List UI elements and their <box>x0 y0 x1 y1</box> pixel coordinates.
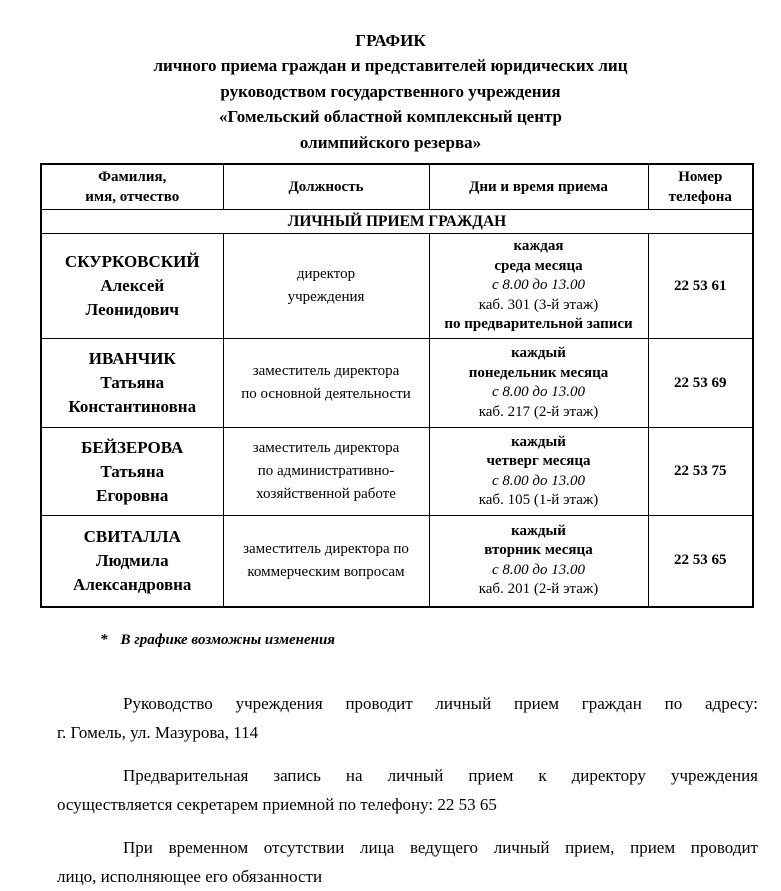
paragraph-line: осуществляется секретарем приемной по телефону: 22 53 65 <box>57 794 497 814</box>
section-header-row <box>41 210 753 234</box>
name-line: СВИТАЛЛА <box>83 526 181 546</box>
paragraph-line: Предварительная запись на личный прием к директору учреждения <box>123 765 758 785</box>
table-row <box>41 234 753 339</box>
schedule-room: каб. 201 (2-й этаж) <box>478 581 599 598</box>
table-header-row <box>41 164 753 210</box>
position-line: директор <box>296 266 356 283</box>
phone-cell: 22 53 61 <box>648 234 753 339</box>
col-header-line: имя, отчество <box>85 189 180 206</box>
schedule-room: каб. 217 (2-й этаж) <box>478 403 599 420</box>
name-cell <box>41 516 223 607</box>
position-line: заместитель директора <box>252 440 400 457</box>
name-cell <box>41 339 223 428</box>
position-line: по основной деятельности <box>241 386 411 403</box>
name-line: Алексей <box>100 276 165 296</box>
title-line: личного приема граждан и представителей юридических лиц <box>153 56 628 76</box>
schedule-time: с 8.00 до 13.00 <box>492 277 585 294</box>
name-line: Людмила <box>95 550 169 570</box>
schedule-day: понедельник месяца <box>468 364 609 381</box>
schedule-cell <box>429 339 648 428</box>
footnote-marker: * <box>100 631 108 648</box>
table-row <box>41 428 753 516</box>
document-title <box>0 0 781 155</box>
position-cell <box>223 428 429 516</box>
position-line: заместитель директора по <box>243 540 409 557</box>
paragraph <box>57 689 758 747</box>
name-cell <box>41 428 223 516</box>
schedule-note: по предварительной записи <box>444 316 633 333</box>
name-line: СКУРКОВСКИЙ <box>64 252 200 272</box>
position-cell <box>223 339 429 428</box>
schedule-cell <box>429 234 648 339</box>
col-header-fio <box>41 164 223 210</box>
name-line: Леонидович <box>85 300 179 320</box>
paragraph-line: При временном отсутствии лица ведущего личный прием, прием проводит <box>123 837 758 857</box>
schedule-time: с 8.00 до 13.00 <box>492 561 585 578</box>
phone-cell: 22 53 69 <box>648 339 753 428</box>
paragraph-line: лицо, исполняющее его обязанности <box>57 866 323 886</box>
col-header-days: Дни и время приема <box>429 164 648 210</box>
name-line: Константиновна <box>68 397 197 417</box>
phone-cell: 22 53 75 <box>648 428 753 516</box>
schedule-day: вторник месяца <box>484 542 593 559</box>
position-line: хозяйственной работе <box>256 486 396 503</box>
col-header-phone <box>648 164 753 210</box>
name-line: БЕЙЗЕРОВА <box>81 437 184 457</box>
table-row <box>41 339 753 428</box>
name-line: Александровна <box>73 574 192 594</box>
name-line: ИВАНЧИК <box>88 349 176 369</box>
col-header-position: Должность <box>223 164 429 210</box>
name-line: Татьяна <box>100 461 165 481</box>
position-line: заместитель директора <box>252 363 400 380</box>
title-line: ГРАФИК <box>355 31 426 50</box>
schedule-cell <box>429 428 648 516</box>
position-line: учреждения <box>287 289 365 306</box>
phone-cell: 22 53 65 <box>648 516 753 607</box>
name-cell <box>41 234 223 339</box>
paragraph <box>57 761 758 819</box>
schedule-cell <box>429 516 648 607</box>
footnote <box>100 631 781 649</box>
schedule-frequency: каждый <box>511 433 566 450</box>
position-line: по административно- <box>257 463 395 480</box>
position-cell <box>223 516 429 607</box>
paragraph-line: г. Гомель, ул. Мазурова, 114 <box>57 722 259 742</box>
reception-schedule-table <box>40 163 754 608</box>
schedule-room: каб. 105 (1-й этаж) <box>478 492 599 509</box>
name-line: Татьяна <box>100 373 165 393</box>
body-text <box>57 689 758 891</box>
schedule-room: каб. 301 (3-й этаж) <box>478 296 599 313</box>
paragraph <box>57 833 758 891</box>
col-header-line: Фамилия, <box>98 169 167 186</box>
title-line: «Гомельский областной комплексный центр <box>218 107 563 127</box>
schedule-day: четверг месяца <box>486 453 591 470</box>
title-line: олимпийского резерва» <box>299 132 482 152</box>
title-line: руководством государственного учреждения <box>220 81 561 101</box>
schedule-time: с 8.00 до 13.00 <box>492 384 585 401</box>
position-line: коммерческим вопросам <box>247 563 405 580</box>
table-row <box>41 516 753 607</box>
col-header-line: телефона <box>668 189 732 206</box>
schedule-day: среда месяца <box>494 257 583 274</box>
section-header: ЛИЧНЫЙ ПРИЕМ ГРАЖДАН <box>41 210 753 234</box>
paragraph-line: Руководство учреждения проводит личный прием граждан по адресу: <box>123 693 758 713</box>
schedule-frequency: каждая <box>513 238 564 255</box>
footnote-text: В графике возможны изменения <box>120 631 336 648</box>
position-cell <box>223 234 429 339</box>
col-header-line: Номер <box>678 169 723 186</box>
name-line: Егоровна <box>96 485 169 505</box>
schedule-frequency: каждый <box>511 345 566 362</box>
schedule-frequency: каждый <box>511 522 566 539</box>
schedule-time: с 8.00 до 13.00 <box>492 472 585 489</box>
